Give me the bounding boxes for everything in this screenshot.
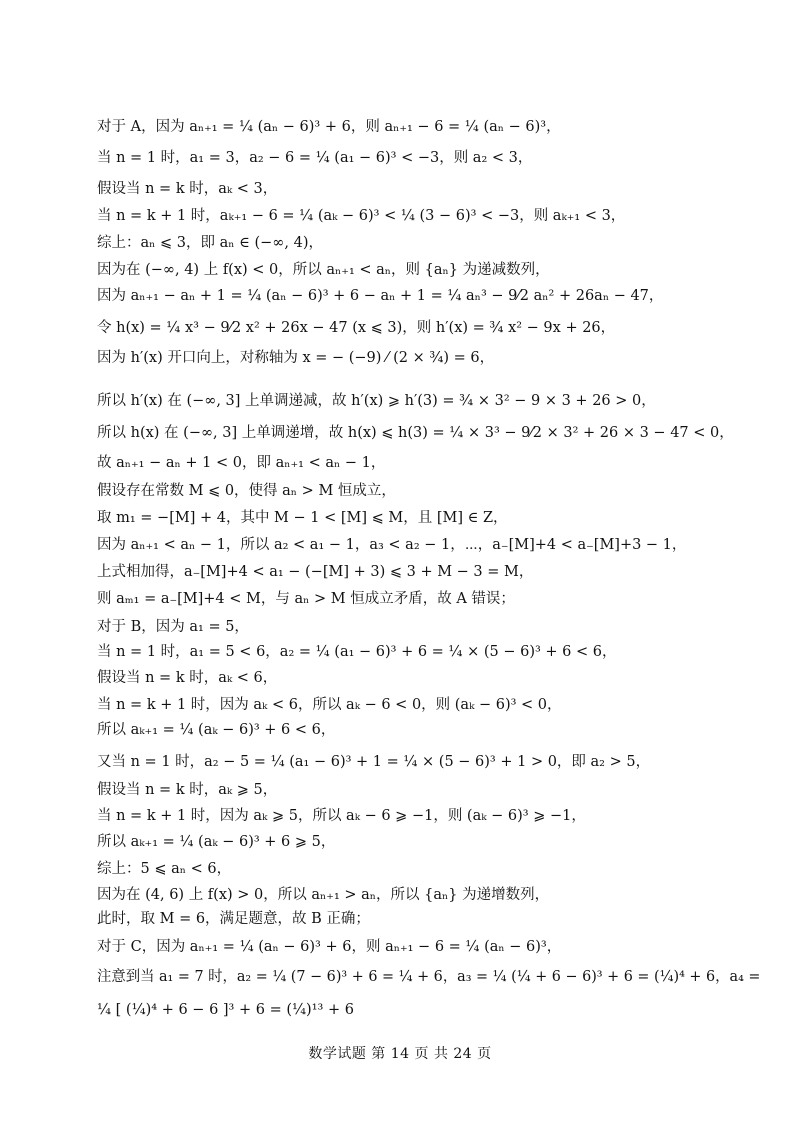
text-line: 对于 A，因为 aₙ₊₁ = ¼ (aₙ − 6)³ + 6，则 aₙ₊₁ − 6 = ¼ (aₙ − 6)³，	[97, 119, 561, 135]
text-line: 因为在 (4, 6) 上 f(x) > 0，所以 aₙ₊₁ > aₙ，所以 {aₙ} 为递增数列，	[97, 887, 550, 903]
text-line: 因为 h′(x) 开口向上，对称轴为 x = − (−9) ⁄ (2 × ¾) = 6，	[97, 350, 495, 366]
text-line: 此时，取 M = 6，满足题意，故 B 正确；	[97, 911, 370, 927]
text-line: 上式相加得，a₋[M]+4 < a₁ − (−[M] + 3) ⩽ 3 + M − 3 = M，	[97, 564, 534, 580]
text-line: 当 n = 1 时，a₁ = 3，a₂ − 6 = ¼ (a₁ − 6)³ < −3，则 a₂ < 3，	[97, 150, 533, 166]
text-line: 令 h(x) = ¼ x³ − 9⁄2 x² + 26x − 47 (x ⩽ 3)，则 h′(x) = ¾ x² − 9x + 26，	[97, 320, 616, 336]
text-line: 当 n = 1 时，a₁ = 5 < 6，a₂ = ¼ (a₁ − 6)³ + 6 = ¼ × (5 − 6)³ + 6 < 6，	[97, 644, 617, 660]
text-line: 则 aₘ₁ = a₋[M]+4 < M，与 aₙ > M 恒成立矛盾，故 A 错误；	[97, 591, 515, 607]
text-line: 假设当 n = k 时，aₖ < 3，	[97, 181, 278, 197]
text-line: 又当 n = 1 时，a₂ − 5 = ¼ (a₁ − 6)³ + 1 = ¼ × (5 − 6)³ + 1 > 0，即 a₂ > 5，	[97, 754, 651, 770]
text-line: ¼ [ (¼)⁴ + 6 − 6 ]³ + 6 = (¼)¹³ + 6	[97, 1002, 354, 1018]
text-line: 故 aₙ₊₁ − aₙ + 1 < 0，即 aₙ₊₁ < aₙ − 1，	[97, 455, 386, 471]
text-line: 因为在 (−∞, 4) 上 f(x) < 0，所以 aₙ₊₁ < aₙ，则 {aₙ} 为递减数列，	[97, 262, 550, 278]
text-line: 当 n = k + 1 时，aₖ₊₁ − 6 = ¼ (aₖ − 6)³ < ¼ (3 − 6)³ < −3，则 aₖ₊₁ < 3，	[97, 208, 626, 224]
page-footer: 数学试题 第 14 页 共 24 页	[308, 1046, 492, 1062]
text-line: 所以 aₖ₊₁ = ¼ (aₖ − 6)³ + 6 < 6，	[97, 722, 336, 738]
text-line: 因为 aₙ₊₁ < aₙ − 1，所以 a₂ < a₁ − 1，a₃ < a₂ − 1，⋯，a₋[M]+4 < a₋[M]+3 − 1，	[97, 537, 687, 553]
text-line: 假设当 n = k 时，aₖ ⩾ 5，	[97, 782, 278, 798]
text-line: 因为 aₙ₊₁ − aₙ + 1 = ¼ (aₙ − 6)³ + 6 − aₙ + 1 = ¼ aₙ³ − 9⁄2 aₙ² + 26aₙ − 47，	[97, 288, 664, 304]
text-line: 对于 B，因为 a₁ = 5，	[97, 619, 249, 635]
text-line: 综上：5 ⩽ aₙ < 6，	[97, 861, 232, 877]
text-line: 假设存在常数 M ⩽ 0，使得 aₙ > M 恒成立，	[97, 483, 396, 499]
text-line: 对于 C，因为 aₙ₊₁ = ¼ (aₙ − 6)³ + 6，则 aₙ₊₁ − 6 = ¼ (aₙ − 6)³，	[97, 939, 562, 955]
text-line: 所以 h(x) 在 (−∞, 3] 上单调递增，故 h(x) ⩽ h(3) = ¼ × 3³ − 9⁄2 × 3² + 26 × 3 − 47 < 0，	[97, 425, 734, 441]
text-line: 所以 aₖ₊₁ = ¼ (aₖ − 6)³ + 6 ⩾ 5，	[97, 834, 336, 850]
text-line: 综上：aₙ ⩽ 3，即 aₙ ∈ (−∞, 4)，	[97, 235, 323, 251]
text-line: 注意到当 a₁ = 7 时，a₂ = ¼ (7 − 6)³ + 6 = ¼ + 6，a₃ = ¼ (¼ + 6 − 6)³ + 6 = (¼)⁴ + 6，a₄ =	[97, 969, 761, 985]
text-line: 假设当 n = k 时，aₖ < 6，	[97, 670, 278, 686]
text-line: 取 m₁ = −[M] + 4，其中 M − 1 < [M] ⩽ M，且 [M] ∈ Z，	[97, 510, 508, 526]
text-line: 当 n = k + 1 时，因为 aₖ < 6，所以 aₖ − 6 < 0，则 (aₖ − 6)³ < 0，	[97, 697, 562, 713]
text-line: 所以 h′(x) 在 (−∞, 3] 上单调递减，故 h′(x) ⩾ h′(3) = ¾ × 3² − 9 × 3 + 26 > 0，	[97, 393, 656, 409]
text-line: 当 n = k + 1 时，因为 aₖ ⩾ 5，所以 aₖ − 6 ⩾ −1，则 (aₖ − 6)³ ⩾ −1，	[97, 808, 586, 824]
